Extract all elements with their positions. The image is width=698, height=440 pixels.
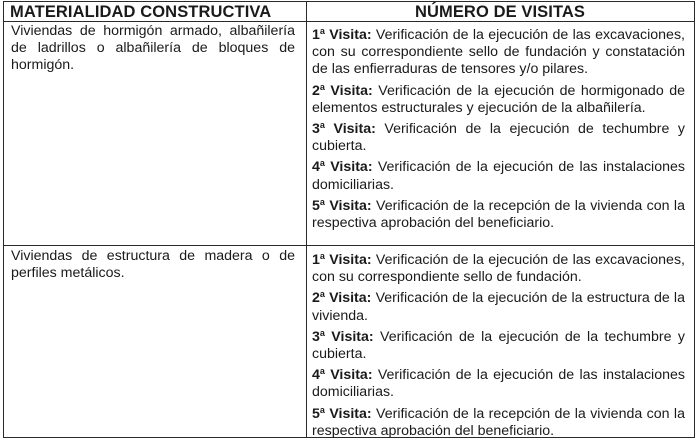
row-1-visitas (312, 23, 685, 232)
visit-item: 5$^a$ Visita: Verificación de la recepción de la vivienda con la respectiva aprobación del beneficiario. (312, 196, 685, 232)
header-numero-visitas: NÚMERO DE VISITAS (414, 3, 586, 21)
visit-item: 2$^a$ Visita: Verificación de la ejecución de la estructura de la vivienda. (312, 289, 685, 324)
visit-item: 1$^a$ Visita: Verificación de la ejecución de las excavaciones, con su correspondiente sello de fundación y constatación de las enfierraduras de tensores y/o pilares. (312, 26, 685, 78)
row-divider (4, 245, 694, 246)
row-1-materialidad: Viviendas de hormigón armado, albañilería de ladrillos o albañilería de bloques de hormigón. (11, 23, 295, 74)
visit-item: 3$^a$ Visita: Verificación de la ejecución de la techumbre y cubierta. (312, 327, 685, 363)
column-divider (306, 2, 307, 437)
visit-item: 4$^a$ Visita: Verificación de la ejecución de las instalaciones domiciliarias. (312, 158, 685, 193)
visits-table (3, 1, 695, 438)
row-2-visitas (312, 248, 685, 440)
row-2-materialidad: Viviendas de estructura de madera o de perfiles metálicos. (11, 248, 295, 282)
visit-item: 4$^a$ Visita: Verificación de la ejecución de las instalaciones domiciliarias. (312, 366, 685, 401)
visit-item: 2$^a$ Visita: Verificación de la ejecución de hormigonado de elementos estructurales y ejecución de la albañilería. (312, 81, 685, 116)
visit-item: 1$^a$ Visita: Verificación de la ejecución de las excavaciones, con su correspondiente sello de fundación. (312, 251, 685, 286)
visit-item: 3$^a$ Visita: Verificación de la ejecución de techumbre y cubierta. (312, 120, 685, 155)
header-materialidad: MATERIALIDAD CONSTRUCTIVA (10, 3, 272, 21)
visit-item: 5$^a$ Visita: Verificación de la recepción de la vivienda con la respectiva aprobación del beneficiario. (312, 404, 685, 439)
